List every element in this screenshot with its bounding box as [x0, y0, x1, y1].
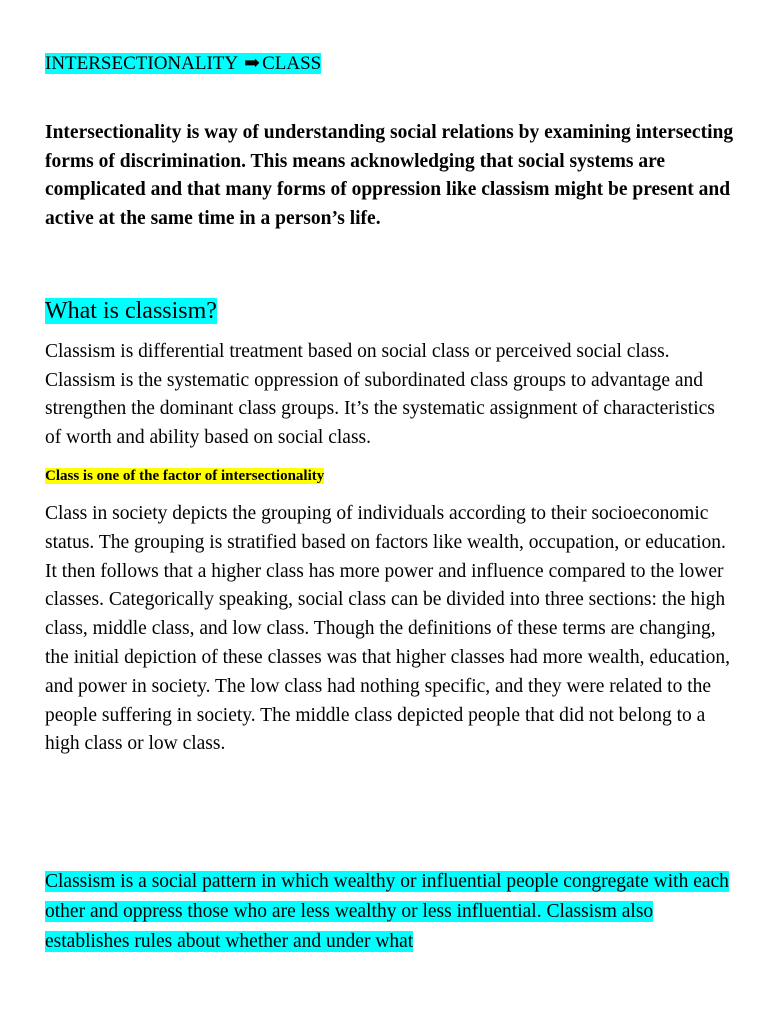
title-left-text: INTERSECTIONALITY: [45, 53, 239, 74]
intro-paragraph: Intersectionality is way of understanding social relations by examining intersecting forms of discrimination. This means acknowledging that social systems are complicated and that many forms of oppression like classism might be present and active at the same time in a person’s life.: [45, 122, 734, 229]
class-in-society-paragraph: Class in society depicts the grouping of individuals according to their socioeconomic status. The grouping is stratified based on factors like wealth, occupation, or education. It then follows that a higher class has more power and influence compared to the lower classes. Categorically speaking, social class can be divided into three sections: the high class, middle class, and low class. Though the definitions of these terms are changing, the initial depiction of these classes was that higher classes had more wealth, education, and power in society. The low class had nothing specific, and they were related to the people suffering in society. The middle class depicted people that did not belong to a high class or low class.: [45, 503, 730, 755]
classism-definition-paragraph: Classism is differential treatment based on social class or perceived social class. Classism is the systematic oppression of subordinated class groups to advantage and strengthen the dominant class groups. It’s the systematic assignment of characteristics of worth and ability based on social class.: [45, 341, 715, 449]
what-is-classism-heading: [45, 295, 735, 327]
factor-subheading: [45, 465, 735, 487]
right-arrow-icon: ➡: [244, 53, 261, 74]
subheading-highlight: Class is one of the factor of intersectionality: [45, 468, 325, 484]
document-title: [45, 50, 735, 78]
title-highlight: [45, 53, 321, 74]
heading-highlight: What is classism?: [45, 298, 217, 324]
title-right-text: CLASS: [262, 53, 322, 74]
pattern-highlight: Classism is a social pattern in which wealthy or influential people congregate with each other and oppress those who are less wealthy or less influential. Classism also establishes rules about whether and under what: [45, 871, 729, 952]
social-pattern-paragraph: [45, 867, 735, 956]
